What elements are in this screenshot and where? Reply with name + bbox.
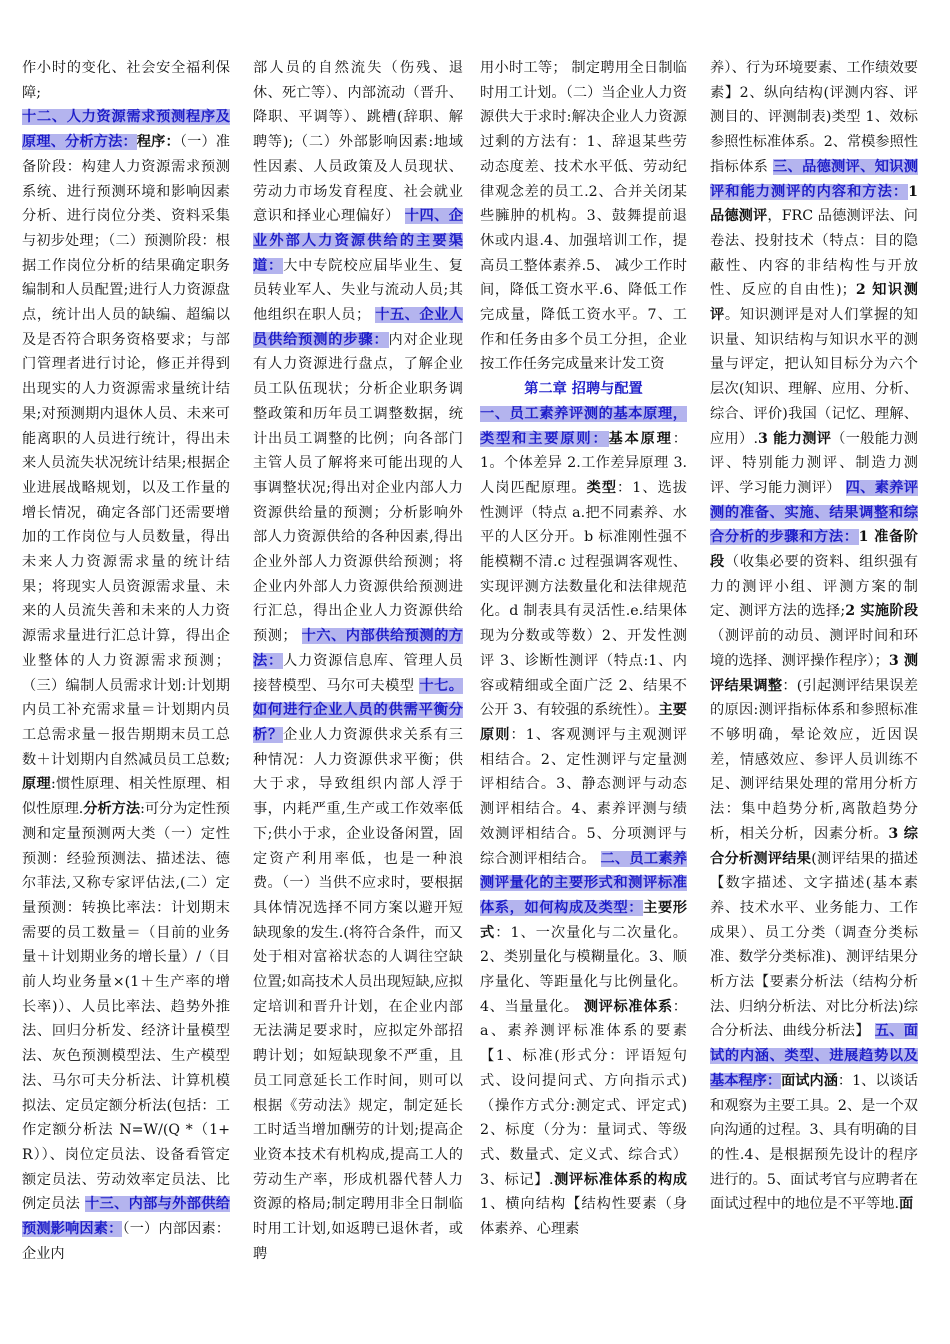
- bold-term: 2 实施阶段: [845, 603, 918, 620]
- body-text: 。知识测评是对人们掌握的知识量、知识结构与知识水平的测量与评定，把认知目标分为六个层次(知识、理解、应用、分析、综合、评价)我国（记忆、理解、应用）.: [710, 307, 918, 447]
- body-text: （一）准备阶段：构建人力资源需求预测系统、进行预测环境和影响因素分析、进行岗位分类、资料采集与初步处理；（二）预测阶段：根据工作岗位分析的结果确定职务编制和人员配置;进行人力资源盘点，统计出人员的缺编、超编以及是否符合职务资格要求；与部门管理者进行讨论，修正并得到出现实的人力资源需求量统计结果;对预测期内退休人员、未来可能离职的人员进行统计，得出未来人员流失状况统计结果;根据企业进展战略规划，以及工作量的增长情况，确定各部门还需要增加的工作岗位与人员数量，得出未来人力资源需求量的统计结果；将现实人员资源需求量、未来的人员流失善和未来的人力资源需求量进行汇总计算，得出企业整体的人力资源需求预测；（三）编制人员需求计划:计划期内员工补充需求量＝计划期内员工总需求量－报告期期末员工总数＋计划期内自然减员员工总数;: [22, 134, 230, 768]
- bold-term: 测评标准体系: [583, 998, 673, 1015]
- body-text: 养）、行为环境要素、工作绩效要素】2、纵向结构(评测内容、评测目的、评测制表)类型 1、效标参照性标准体系。2、常模参照性指标体系: [710, 60, 918, 175]
- body-text: ：1、一次量化与二次量化。2、类别量化与模糊量化。3、顺序量化、等距量化与比例量化。4、当量量化。: [480, 924, 687, 1015]
- body-text: （测评前的动员、测评时间和环境的选择、测评操作程序）；: [710, 628, 918, 669]
- section-heading-ch2-2: 二、员工素养测评量化的主要形式和测评标准体系，如何构成及类型：: [480, 850, 687, 916]
- paragraph: [480, 402, 687, 1242]
- paragraph: [253, 56, 463, 1266]
- body-text: 1、横向结构【结构性要素（身体素养、心理素: [480, 1196, 687, 1238]
- bold-term: 测评标准体系的构成: [553, 1171, 687, 1188]
- section-heading-14: 十四、企业外部人力资源供给的主要渠道：: [253, 208, 463, 274]
- section-heading-ch2-1: 一、员工素养评测的基本原理，类型和主要原则：: [480, 405, 687, 447]
- section-heading-17: 十七。如何进行企业人员的供需平衡分析？: [253, 677, 463, 743]
- body-text: 作小时的变化、社会安全福利保障;: [22, 60, 230, 101]
- body-text: :可分为定性预测和定量预测两大类（一）定性预测：经验预测法、描述法、德尔菲法,又称专家评估法,(二）定量预测：转换比率法：计划期末需要的员工数量＝（目前的业务量＋计划期业务的增长量）/（目前人均业务量×(1＋生产率的增长率)）、人员比率法、趋势外推法、回归分析发、经济计量模型法、灰色预测模型法、生产模型法、马尔可夫分析法、计算机模拟法、定员定额分析法(包括：工作定额分析法 N=W/(Q *（1+R））、岗位定员法、设备看管定额定员法、劳动效率定员法、比例定员法: [22, 801, 230, 1213]
- bold-term: 程序：: [136, 134, 180, 151]
- body-text: (测评结果的描述【数字描述、文字描述(基本素养、技术水平、业务能力、工作成果）、员工分类（调查分类标准、数学分类标准)、测评结果分析方法【要素分析法（结构分析法、归纳分析法、对比分析法)综合分析法、曲线分析法】: [710, 850, 918, 1040]
- body-text: ：1、客观测评与主观测评相结合。2、定性测评与定量测评相结合。3、静态测评与动态测评相结合。4、素养评测与绩效测评相结合。5、分项测评与综合测评相结合。: [480, 726, 687, 867]
- body-text: 内对企业现有人力资源进行盘点，了解企业员工队伍现状；分析企业职务调整政策和历年员工调整数据，统计出员工调整的比例；向各部门主管人员了解将来可能出现的人事调整状况;得出对企业内部人力资源供给量的预测；分析影响外部人力资源供给的各种因素,得出企业外部人力资源供给预测；将企业内外部人力资源供给预测进行汇总，得出企业人力资源供给预测；: [253, 331, 463, 645]
- bold-term: 面: [898, 1196, 914, 1213]
- paragraph: [480, 56, 687, 377]
- paragraph: [22, 56, 230, 1266]
- bold-term: 主要形式: [480, 899, 687, 941]
- body-text: （收集必要的资料、组织强有力的测评小组、评测方案的制定、测评方法的选择;: [710, 554, 918, 620]
- column-1: [22, 56, 230, 1326]
- body-text: ：1、以谈话和观察为主要工具。2、是一个双向沟通的过程。3、具有明确的目的性.4、是根据预先设计的程序进行的。5、面试考官与应聘者在面试过程中的地位是不平等地.: [710, 1072, 918, 1213]
- body-text: （一）内部因素：企业内: [22, 1221, 230, 1262]
- body-text: :惯性原理、相关性原理、相似性原理.: [22, 776, 230, 818]
- bold-term: 2 知识测评: [710, 282, 918, 324]
- section-heading-16: 十六、内部供给预测的方法：: [253, 628, 463, 669]
- bold-term: 主要原则: [480, 702, 687, 743]
- bold-term: 原理: [22, 776, 52, 793]
- bold-term: 面试内涵: [781, 1072, 838, 1089]
- bold-term: 3 能力测评: [758, 430, 832, 447]
- body-text: ：a、素养测评标准体系的要素【1、标准(形式分：评语短句式、设问提问式、方向指示式)（操作方式分:测定式、评定式)2、标度（分为：量词式、等级式、数量式、定义式、综合式）3、标记】.: [480, 998, 687, 1188]
- chapter-title: 第二章 招聘与配置: [524, 381, 643, 398]
- body-text: 大中专院校应届毕业生、复员转业军人、失业与流动人员;其他组织在职人员；: [253, 257, 463, 324]
- column-4: [710, 56, 918, 1326]
- column-2: [253, 56, 463, 1326]
- paragraph: [710, 56, 918, 1217]
- body-text: 部人员的自然流失（伤残、退休、死亡等）、内部流动（晋升、降职、平调等）、跳槽(辞职、解聘等);（二）外部影响因素:地域性因素、人员政策及人员现状、劳动力市场发育程度、社会就业意识和择业心理偏好）: [253, 60, 463, 225]
- column-3: [480, 56, 687, 1326]
- body-text: ：(引起测评结果误差的原因:测评指标体系和参照标准不够明确，晕论效应，近因误差，情感效应、参评人员训练不足、测评结果处理的常用分析方法：集中趋势分析,离散趋势分析，相关分析，因素分析。: [710, 677, 918, 842]
- section-heading-ch2-5: 五、面试的内涵、类型、进展趋势以及基本程序：: [710, 1023, 918, 1089]
- body-text: （一般能力测评、特别能力测评、制造力测评、学习能力测评）: [710, 430, 918, 496]
- body-text: 用小时工等； 制定聘用全日制临时用工计划。（二）当企业人力资源供大于求时:解决企业人力资源过剩的方法有：1、辞退某些劳动态度差、技术水平低、劳动纪律观念差的员工.2、合并关闭某些臃肿的机构。3、鼓舞提前退休或内退.4、加强培训工作，提高员工整体素养.5、 减少工作时间，降低工资水平.6、降低工作完成量，降低工资水平。7、工作和任务由多个员工分担，企业按工作任务完成量来计发工资: [480, 60, 687, 373]
- body-text: 企业人力资源供求关系有三种情况：人力资源供求平衡；供大于求，导致组织内部人浮于事，内耗严重,生产或工作效率低下;供小于求，企业设备闲置，固定资产利用率低，也是一种浪费。（一）当供不应求时，要根据具体情况选择不同方案以避开短缺现象的发生.(将符合条件，而又处于相对富裕状态的人调往空缺位置;如高技术人员出现短缺,应拟定培训和晋升计划，在企业内部无法满足要求时，应拟定外部招聘计划；如短缺现象不严重，且员工同意延长工作时间，则可以根据《劳动法》规定，制定延长工时适当增加酬劳的计划;提高企业资本技术有机构成,提高工人的劳动生产率，形成机器代替人力资源的格局;制定聘用非全日制临时用工计划,如返聘已退休者，或聘: [253, 726, 463, 1262]
- body-text: 人力资源信息库、管理人员接替模型、马尔可夫模型: [253, 652, 463, 694]
- bold-term: 3 测评结果调整: [710, 652, 918, 694]
- section-heading-15: 十五、企业人员供给预测的步骤：: [253, 307, 463, 348]
- body-text: ：1。个体差异 2.工作差异原理 3.人岗匹配原理。: [480, 430, 687, 496]
- section-heading-13: 十三、内部与外部供给预测影响因素：: [22, 1196, 230, 1238]
- bold-term: 类型: [586, 479, 618, 496]
- bold-term: 1 品德测评: [710, 183, 918, 225]
- bold-term: 分析方法: [83, 801, 141, 818]
- bold-term: 1 准备阶段: [710, 529, 918, 571]
- section-heading-ch2-3: 三、品德测评、知识测评和能力测评的内容和方法：: [710, 158, 918, 200]
- bold-term: 基本原理: [608, 430, 673, 447]
- body-text: ：1、选拔性测评（特点 a.把不同素养、水平的人区分开。b 标准刚性强不能模糊不清.c 过程强调客观性、实现评测方法数量化和法律规范化。d 制表具有灵活性.e.结果体现为分数或等数）2、开发性测评 3、诊断性测评（特点:1、内容或精细或全面广泛 2、结果不公开 3、有较强的系统性）。: [480, 479, 687, 719]
- body-text: ，FRC 品德测评法、问卷法、投射技术（特点：目的隐蔽性、内容的非结构性与开放性、反应的自由性)；: [710, 208, 918, 299]
- bold-term: 3 综合分析测评结果: [710, 825, 918, 867]
- section-heading-12: 十二、人力资源需求预测程序及原理、分析方法：: [22, 109, 230, 151]
- section-heading-ch2-4: 四、素养评测的准备、实施、结果调整和综合分析的步骤和方法：: [710, 479, 918, 546]
